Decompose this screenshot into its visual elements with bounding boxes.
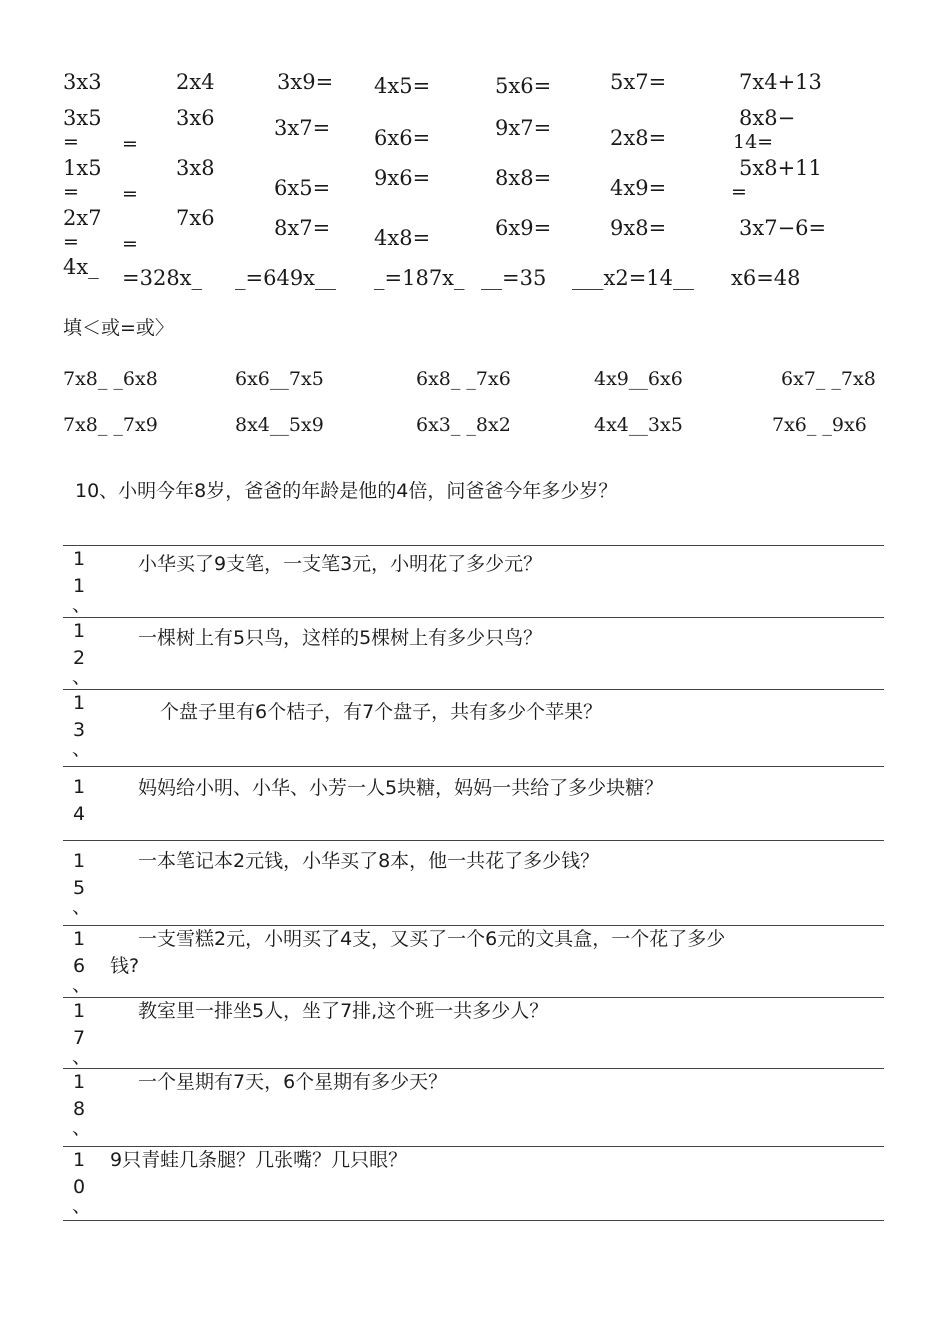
rule-line [63, 1146, 884, 1147]
rule-line [63, 766, 884, 767]
compare-r2-2: 8x4__5x9 [235, 414, 324, 436]
grid-r1-c2: 2x4 [176, 70, 215, 94]
problem-14-num-1: 1 [72, 776, 86, 798]
grid-r3-c5: 8x8= [495, 166, 552, 190]
problem-12-num-3: 、 [72, 666, 92, 688]
grid-r4-c2-eq: = [122, 233, 138, 255]
fill-item-4: _=187x_ [374, 266, 465, 290]
problem-17-num-1: 1 [72, 1000, 86, 1022]
grid-r3-c2-eq: = [122, 183, 138, 205]
compare-r1-2: 6x6__7x5 [235, 368, 324, 390]
compare-r2-1: 7x8_ _7x9 [63, 414, 158, 436]
problem-12-num-1: 1 [72, 620, 86, 642]
problem-10: 10、小明今年8岁，爸爸的年龄是他的4倍，问爸爸今年多少岁？ [75, 480, 618, 502]
fill-item-2: =328x_ [122, 266, 203, 290]
problem-18-num-1: 1 [72, 1071, 86, 1093]
grid-r3-c1: 1x5 [63, 156, 102, 180]
problem-16-num-1: 1 [72, 928, 86, 950]
rule-line [63, 840, 884, 841]
problem-12-text: 一棵树上有5只鸟，这样的5棵树上有多少只鸟？ [138, 627, 543, 649]
problem-15-num-2: 5 [72, 877, 86, 899]
problem-11-num-2: 1 [72, 575, 86, 597]
problem-13-num-3: 、 [72, 738, 92, 760]
grid-r2-c7: 8x8− [739, 106, 796, 130]
rule-line [63, 617, 884, 618]
problem-13-text: 个盘子里有6个桔子，有7个盘子，共有多少个苹果？ [160, 701, 603, 723]
problem-15-text: 一本笔记本2元钱，小华买了8本，他一共花了多少钱？ [138, 850, 600, 872]
problem-18-text: 一个星期有7天，6个星期有多少天？ [138, 1071, 448, 1093]
compare-r1-3: 6x8_ _7x6 [416, 368, 511, 390]
fill-item-6: ___x2=14__ [572, 266, 695, 290]
problem-17-num-3: 、 [72, 1046, 92, 1068]
rule-line [63, 997, 884, 998]
compare-r2-5: 7x6_ _9x6 [772, 414, 867, 436]
grid-r4-c3: 8x7= [274, 216, 331, 240]
problem-17-text: 教室里一排坐5人，坐了7排,这个班一共多少人？ [138, 1000, 549, 1022]
problem-11-text: 小华买了9支笔，一支笔3元，小明花了多少元？ [138, 553, 543, 575]
grid-r3-c7-eq: = [731, 181, 747, 203]
grid-r2-c1: 3x5 [63, 106, 102, 130]
grid-r1-c3: 3x9= [277, 70, 334, 94]
fill-item-5: __=35 [481, 266, 547, 290]
grid-r3-c6: 4x9= [610, 176, 667, 200]
grid-r3-c2: 3x8 [176, 156, 215, 180]
grid-r4-c1-eq: = [63, 231, 79, 253]
grid-r4-c2: 7x6 [176, 206, 215, 230]
grid-r1-c7: 7x4+13 [739, 70, 822, 94]
problem-15-num-1: 1 [72, 850, 86, 872]
problem-16-text-line2: 钱? [110, 955, 140, 977]
problem-19-num-3: 、 [72, 1195, 92, 1217]
grid-r4-c4: 4x8= [374, 226, 431, 250]
grid-r1-c1: 3x3 [63, 70, 102, 94]
problem-18-num-3: 、 [72, 1117, 92, 1139]
problem-16-num-3: 、 [72, 974, 92, 996]
grid-r2-c2-eq: = [122, 133, 138, 155]
compare-r1-1: 7x8_ _6x8 [63, 368, 158, 390]
grid-r2-c1-eq: = [63, 131, 79, 153]
grid-r4-c1: 2x7 [63, 206, 102, 230]
problem-19-num-2: 0 [72, 1176, 86, 1198]
rule-line [63, 545, 884, 546]
problem-15-num-3: 、 [72, 896, 92, 918]
problem-18-num-2: 8 [72, 1098, 86, 1120]
grid-r4-c5: 6x9= [495, 216, 552, 240]
grid-r2-c4: 6x6= [374, 126, 431, 150]
problem-12-num-2: 2 [72, 647, 86, 669]
problem-11-num-3: 、 [72, 594, 92, 616]
compare-r2-4: 4x4__3x5 [594, 414, 683, 436]
rule-line [63, 925, 884, 926]
grid-r4-c7: 3x7−6= [739, 216, 827, 240]
grid-r2-c7-line2: 14= [733, 131, 774, 153]
grid-r1-c4: 4x5= [374, 74, 431, 98]
fill-item-7: x6=48 [731, 266, 801, 290]
compare-title: 填＜或=或〉 [63, 317, 174, 339]
compare-r2-3: 6x3_ _8x2 [416, 414, 511, 436]
rule-line [63, 1220, 884, 1221]
problem-11-num-1: 1 [72, 548, 86, 570]
grid-r2-c2: 3x6 [176, 106, 215, 130]
grid-r1-c5: 5x6= [495, 74, 552, 98]
problem-16-text: 一支雪糕2元，小明买了4支，又买了一个6元的文具盒，一个花了多少 [138, 928, 726, 950]
grid-r2-c5: 9x7= [495, 116, 552, 140]
problem-19-num-1: 1 [72, 1149, 86, 1171]
compare-r1-5: 6x7_ _7x8 [781, 368, 876, 390]
grid-r3-c3: 6x5= [274, 176, 331, 200]
problem-13-num-2: 3 [72, 719, 86, 741]
grid-r4-c6: 9x8= [610, 216, 667, 240]
problem-16-num-2: 6 [72, 955, 86, 977]
fill-item-1: 4x_ [63, 255, 99, 279]
compare-r1-4: 4x9__6x6 [594, 368, 683, 390]
problem-19-text: 9只青蛙几条腿？几张嘴？几只眼？ [110, 1149, 408, 1171]
problem-14-num-2: 4 [72, 803, 86, 825]
rule-line [63, 689, 884, 690]
grid-r1-c6: 5x7= [610, 70, 667, 94]
grid-r2-c3: 3x7= [274, 116, 331, 140]
rule-line [63, 1068, 884, 1069]
fill-item-3: _=649x__ [235, 266, 337, 290]
problem-13-num-1: 1 [72, 692, 86, 714]
problem-14-text: 妈妈给小明、小华、小芳一人5块糖，妈妈一共给了多少块糖？ [138, 777, 664, 799]
grid-r3-c7: 5x8+11 [739, 156, 822, 180]
grid-r3-c1-eq: = [63, 181, 79, 203]
problem-17-num-2: 7 [72, 1027, 86, 1049]
grid-r3-c4: 9x6= [374, 166, 431, 190]
grid-r2-c6: 2x8= [610, 126, 667, 150]
